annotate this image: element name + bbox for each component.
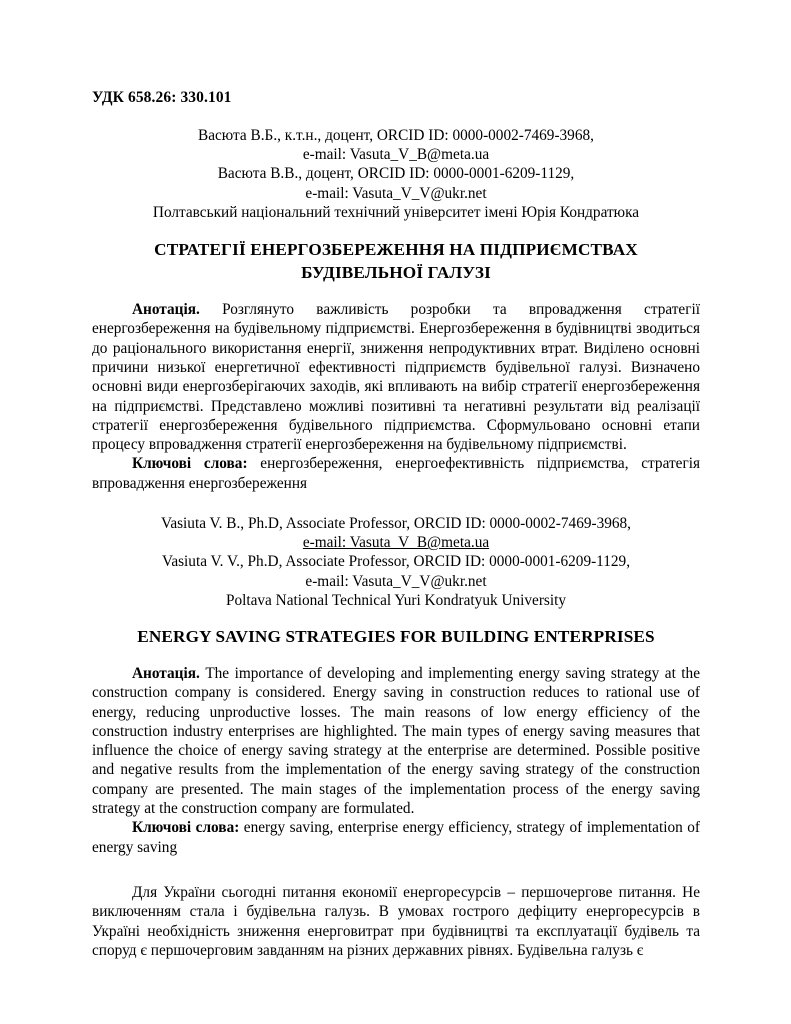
abstract-body-english: The importance of developing and implementing energy saving strategy at the construction company is considered. Energy saving in construction reduces to rational use of energy, reducing unproductive losses. The main reasons of low energy efficiency of the construction industry enterprises are highlighted. The main types of energy saving measures that influence the choice of energy saving strategy at the enterprise are determined. Possible positive and negative results from the implementation of the energy saving strategy of the construction company are presented. The main stages of the implementation process of the energy saving strategy at the construction company are formulated. <box>92 665 700 818</box>
author-email-line: e-mail: Vasuta_V_V@ukr.net <box>305 572 487 590</box>
page-title-english: ENERGY SAVING STRATEGIES FOR BUILDING ENTERPRISES <box>137 627 655 646</box>
author-email-line: e-mail: Vasuta_V_B@meta.ua <box>302 146 490 164</box>
keywords-ukrainian <box>92 454 700 493</box>
abstract-ukrainian <box>92 300 700 454</box>
author-email-line: e-mail: Vasuta_V_V@ukr.net <box>305 184 487 202</box>
affiliation-line: Полтавський національний технічний університет імені Юрія Кондратюка <box>152 203 640 221</box>
spacer <box>92 493 700 514</box>
keywords-label-english: Ключові слова: <box>132 819 240 837</box>
author-line: Vasiuta V. V., Ph.D, Associate Professor, ORCID ID: 0000-0001-6209-1129, <box>161 553 631 571</box>
spacer <box>92 284 700 300</box>
keywords-english <box>92 818 700 857</box>
abstract-english <box>92 664 700 818</box>
document-content <box>92 88 700 960</box>
authors-block-ukrainian <box>92 126 700 222</box>
body-paragraph-intro: Для України сьогодні питання економії енергоресурсів – першочергове питання. Не виключенням стала і будівельна галузь. В умовах гострого дефіциту енергоресурсів в Україні необхідність зниження енерговитрат при будівництві та експлуатації будівель та споруд є першочерговим завданням на різних державних рівнях. Будівельна галузь є <box>92 883 700 959</box>
spacer <box>92 610 700 626</box>
author-line: Vasiuta V. B., Ph.D, Associate Professor, ORCID ID: 0000-0002-7469-3968, <box>160 514 632 532</box>
author-line: Васюта В.В., доцент, ORCID ID: 0000-0001-6209-1129, <box>217 165 575 183</box>
page-title-line-2: БУДІВЕЛЬНОЇ ГАЛУЗІ <box>301 262 491 282</box>
affiliation-line: Poltava National Technical Yuri Kondratyuk University <box>225 591 567 609</box>
abstract-label-english: Анотація. <box>132 665 200 682</box>
abstract-body-ukrainian: Розглянуто важливість розробки та впровадження стратегії енергозбереження на будівельному підприємстві. Енергозбереження в будівництві зводиться до раціонального використання енергії, зниження непродуктивних втрат. Виділено основні причини низької енергетичної ефективності підприємств будівельної галузі. Визначено основні види енергозберігаючих заходів, які впливають на вибір стратегії енергозбереження на підприємстві. Представлено можливі позитивні та негативні результати від реалізації стратегії енергозбереження будівельного підприємства. Сформульовано основні етапи процесу впровадження стратегії енергозбереження на будівельному підприємстві. <box>92 301 700 454</box>
author-email-link[interactable]: e-mail: Vasuta_V_B@meta.ua <box>302 534 490 552</box>
keywords-body-english: energy saving, enterprise energy efficiency, strategy of implementation of energy saving <box>92 819 700 856</box>
spacer <box>92 648 700 664</box>
keywords-body-ukrainian: енергозбереження, енергоефективність підприємства, стратегія впровадження енергозбереження <box>92 455 701 492</box>
author-line: Васюта В.Б., к.т.н., доцент, ORCID ID: 0000-0002-7469-3968, <box>198 127 594 144</box>
keywords-label-ukrainian: Ключові слова: <box>132 455 248 473</box>
authors-block-english <box>92 514 700 610</box>
spacer <box>92 857 700 883</box>
abstract-label-ukrainian: Анотація. <box>132 301 200 319</box>
page-title-line-1: СТРАТЕГІЇ ЕНЕРГОЗБЕРЕЖЕННЯ НА ПІДПРИЄМСТВАХ <box>154 240 638 260</box>
udk-code: УДК 658.26: 330.101 <box>92 89 232 106</box>
page-title-ukrainian <box>92 239 700 284</box>
